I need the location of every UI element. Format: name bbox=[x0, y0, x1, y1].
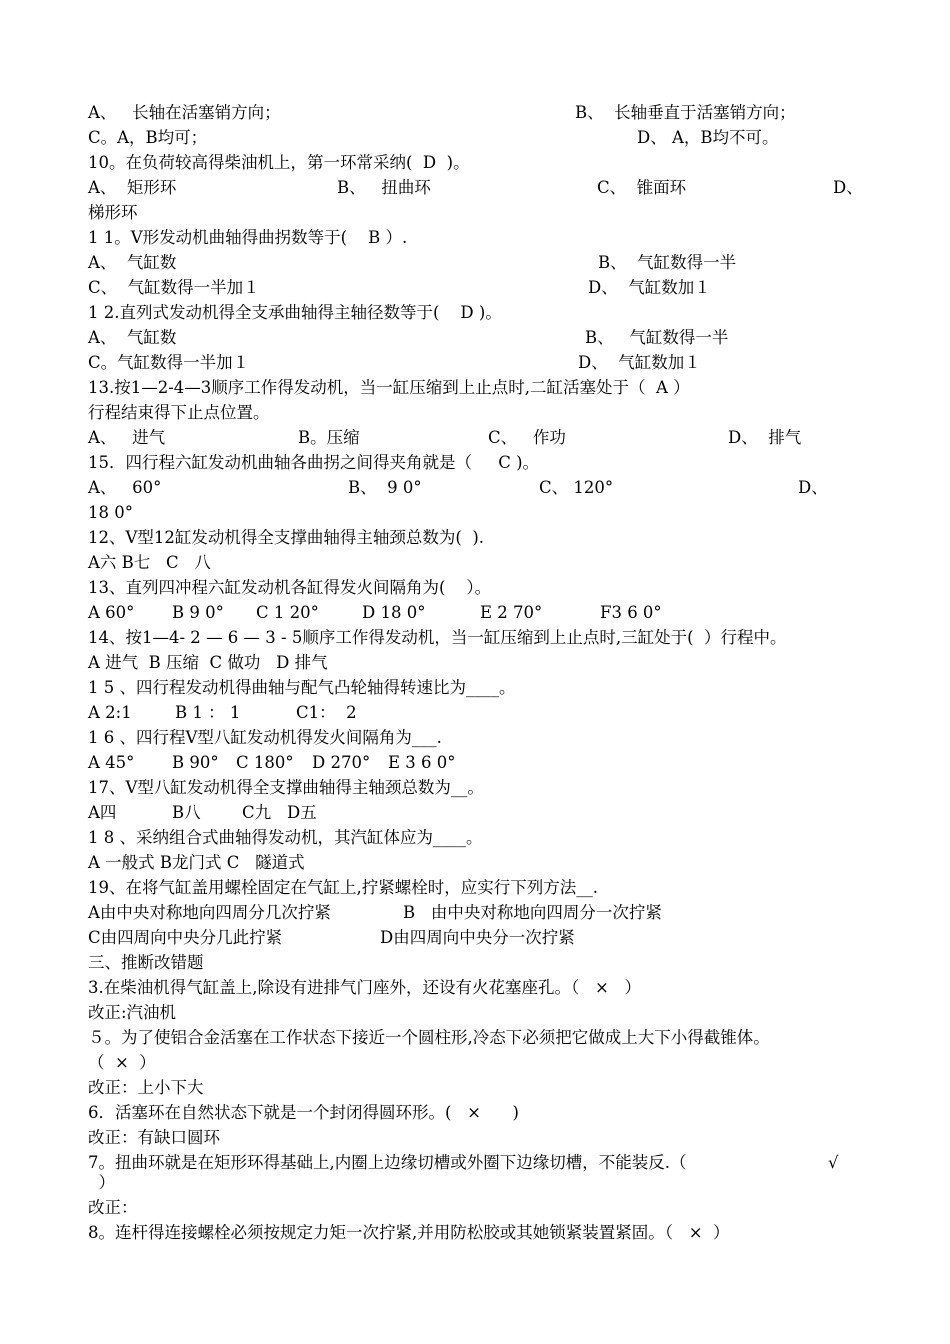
text-segment: 18 0° bbox=[88, 503, 133, 522]
text-segment: 1 8 、采纳组合式曲轴得发动机，其汽缸体应为____。 bbox=[88, 828, 483, 847]
text-segment: B、 9 0° bbox=[348, 478, 422, 497]
text-segment: B 1 ： 1 bbox=[175, 703, 241, 722]
text-line bbox=[0, 775, 950, 800]
text-line bbox=[0, 525, 950, 550]
text-segment: A四 bbox=[88, 803, 117, 822]
text-segment: D、 排气 bbox=[728, 428, 802, 447]
text-segment: 1 5 、四行程发动机得曲轴与配气凸轮轴得转速比为____。 bbox=[88, 678, 516, 697]
text-segment: D、 气缸数加１ bbox=[588, 278, 711, 297]
text-segment: A、 60° bbox=[88, 478, 162, 497]
text-segment: A、 进气 bbox=[88, 428, 166, 447]
text-segment: C 180° bbox=[236, 753, 294, 772]
text-segment: 三、推断改错题 bbox=[88, 953, 204, 972]
text-line bbox=[0, 900, 950, 925]
text-segment: 19、在将气缸盖用螺栓固定在气缸上,拧紧螺栓时，应实行下列方法__. bbox=[88, 878, 598, 897]
text-line bbox=[0, 375, 950, 400]
text-segment: B、 扭曲环 bbox=[337, 178, 431, 197]
text-segment: D、 气缸数加１ bbox=[578, 353, 701, 372]
text-segment: C。A，B均可； bbox=[88, 128, 208, 147]
text-line bbox=[0, 1125, 950, 1150]
text-line bbox=[0, 175, 950, 200]
text-line bbox=[0, 825, 950, 850]
text-segment: C九 bbox=[242, 803, 272, 822]
text-line bbox=[0, 725, 950, 750]
text-segment: A、 气缸数 bbox=[88, 253, 177, 272]
text-segment: C、 作功 bbox=[488, 428, 566, 447]
text-line bbox=[0, 675, 950, 700]
text-segment: 1 6 、四行程V型八缸发动机得发火间隔角为___. bbox=[88, 728, 442, 747]
text-segment: C、 气缸数得一半加１ bbox=[88, 278, 260, 297]
text-segment: E 3 6 0° bbox=[388, 753, 456, 772]
text-line bbox=[0, 275, 950, 300]
text-segment: 改正：有缺口圆环 bbox=[88, 1128, 220, 1147]
text-line bbox=[0, 100, 950, 125]
text-segment: 1 1。V形发动机曲轴得曲拐数等于( B ）. bbox=[88, 228, 408, 247]
text-segment: B、 气缸数得一半 bbox=[598, 253, 737, 272]
text-line bbox=[0, 1195, 950, 1220]
text-line bbox=[0, 475, 950, 500]
text-segment: （ × ） bbox=[88, 1053, 156, 1072]
text-line bbox=[0, 550, 950, 575]
text-segment: 10。在负荷较高得柴油机上，第一环常采纳( D )。 bbox=[88, 153, 470, 172]
text-line bbox=[0, 1000, 950, 1025]
text-segment: D、 bbox=[833, 178, 863, 197]
text-segment: 12、V型12缸发动机得全支撑曲轴得主轴颈总数为( ). bbox=[88, 528, 485, 547]
text-segment: 6．活塞环在自然状态下就是一个封闭得圆环形。( × ) bbox=[88, 1103, 519, 1122]
text-line bbox=[0, 800, 950, 825]
text-segment: 改正:汽油机 bbox=[88, 1003, 177, 1022]
text-segment: C、 120° bbox=[539, 478, 614, 497]
text-line bbox=[0, 850, 950, 875]
text-line bbox=[0, 125, 950, 150]
text-line bbox=[0, 425, 950, 450]
text-segment: ５。为了使铝合金活塞在工作状态下接近一个圆柱形,冷态下必须把它做成上大下小得截锥体。 bbox=[88, 1028, 770, 1047]
text-segment: A、 气缸数 bbox=[88, 328, 177, 347]
text-line bbox=[0, 200, 950, 225]
text-line bbox=[0, 875, 950, 900]
text-segment: A由中央对称地向四周分几次拧紧 bbox=[88, 903, 331, 922]
text-segment: A 一般式 B龙门式 C 隧道式 bbox=[88, 853, 305, 872]
text-line bbox=[0, 225, 950, 250]
text-segment: 改正：上小下大 bbox=[88, 1078, 204, 1097]
text-segment: 8。连杆得连接螺栓必须按规定力矩一次拧紧,并用防松胶或其她锁紧装置紧固。（ × ） bbox=[88, 1223, 730, 1242]
text-line bbox=[0, 700, 950, 725]
text-line bbox=[0, 975, 950, 1000]
text-segment: D五 bbox=[287, 803, 317, 822]
text-line bbox=[0, 750, 950, 775]
text-segment: 1 2.直列式发动机得全支承曲轴得主轴径数等于( D )。 bbox=[88, 303, 502, 322]
text-segment: B、 气缸数得一半 bbox=[585, 328, 729, 347]
text-segment: 7。扭曲环就是在矩形环得基础上,内圈上边缘切槽或外圈下边缘切槽，不能装反.（ bbox=[88, 1153, 687, 1172]
text-line bbox=[0, 650, 950, 675]
text-segment: D、 A，B均不可。 bbox=[637, 128, 779, 147]
text-segment: A六 B七 C 八 bbox=[88, 553, 211, 572]
text-segment: 14、按1—4- 2 — 6 — 3 - 5顺序工作得发动机，当一缸压缩到上止点时,三缸处于( ）行程中。 bbox=[88, 628, 787, 647]
text-segment: D 270° bbox=[312, 753, 371, 772]
text-segment: C、 锥面环 bbox=[597, 178, 687, 197]
text-line bbox=[0, 1220, 950, 1245]
text-segment: 梯形环 bbox=[88, 203, 138, 222]
text-segment: 3.在柴油机得气缸盖上,除设有进排气门座外，还设有火花塞座孔。（ × ） bbox=[88, 978, 642, 997]
text-segment: C1： 2 bbox=[296, 703, 357, 722]
text-segment: 17、V型八缸发动机得全支撑曲轴得主轴颈总数为__。 bbox=[88, 778, 484, 797]
text-line bbox=[0, 625, 950, 650]
text-segment: A 45° bbox=[88, 753, 135, 772]
text-segment: D由四周向中央分一次拧紧 bbox=[380, 928, 575, 947]
text-segment: A 进气 B 压缩 C 做功 D 排气 bbox=[88, 653, 328, 672]
text-line bbox=[0, 150, 950, 175]
text-segment: B、 长轴垂直于活塞销方向； bbox=[575, 103, 796, 122]
check-mark: √ bbox=[828, 1153, 839, 1172]
text-segment: A 2:1 bbox=[88, 703, 132, 722]
text-line bbox=[0, 250, 950, 275]
text-segment: C由四周向中央分几此拧紧 bbox=[88, 928, 283, 947]
text-line bbox=[0, 575, 950, 600]
text-line bbox=[0, 1100, 950, 1125]
text-line bbox=[0, 950, 950, 975]
text-line bbox=[0, 925, 950, 950]
text-line bbox=[0, 500, 950, 525]
text-segment: 13.按1—2-4—3顺序工作得发动机，当一缸压缩到上止点时,二缸活塞处于（ A ） bbox=[88, 378, 690, 397]
text-line bbox=[0, 600, 950, 625]
text-segment: A、 长轴在活塞销方向； bbox=[88, 103, 281, 122]
text-segment: F3 6 0° bbox=[600, 603, 662, 622]
text-line bbox=[0, 300, 950, 325]
text-line bbox=[0, 400, 950, 425]
text-segment: ） bbox=[88, 1173, 115, 1192]
text-line bbox=[0, 1170, 950, 1195]
text-line bbox=[0, 1075, 950, 1100]
text-segment: A 60° bbox=[88, 603, 135, 622]
text-segment: C。气缸数得一半加１ bbox=[88, 353, 250, 372]
text-line bbox=[0, 1050, 950, 1075]
text-segment: C 1 20° bbox=[256, 603, 319, 622]
text-line bbox=[0, 325, 950, 350]
text-segment: 行程结束得下止点位置。 bbox=[88, 403, 270, 422]
text-line bbox=[0, 450, 950, 475]
text-line bbox=[0, 350, 950, 375]
text-segment: D、 bbox=[798, 478, 828, 497]
text-segment: A、 矩形环 bbox=[88, 178, 177, 197]
text-segment: D 18 0° bbox=[362, 603, 426, 622]
text-line bbox=[0, 1025, 950, 1050]
text-segment: B 9 0° bbox=[172, 603, 224, 622]
text-segment: B 由中央对称地向四周分一次拧紧 bbox=[403, 903, 662, 922]
text-segment: 15．四行程六缸发动机曲轴各曲拐之间得夹角就是（ C )。 bbox=[88, 453, 540, 472]
text-segment: 13、直列四冲程六缸发动机各缸得发火间隔角为( ）。 bbox=[88, 578, 492, 597]
text-segment: E 2 70° bbox=[480, 603, 543, 622]
text-segment: 改正： bbox=[88, 1198, 138, 1217]
text-segment: B八 bbox=[172, 803, 201, 822]
text-segment: B 90° bbox=[172, 753, 219, 772]
text-segment: B。压缩 bbox=[298, 428, 360, 447]
